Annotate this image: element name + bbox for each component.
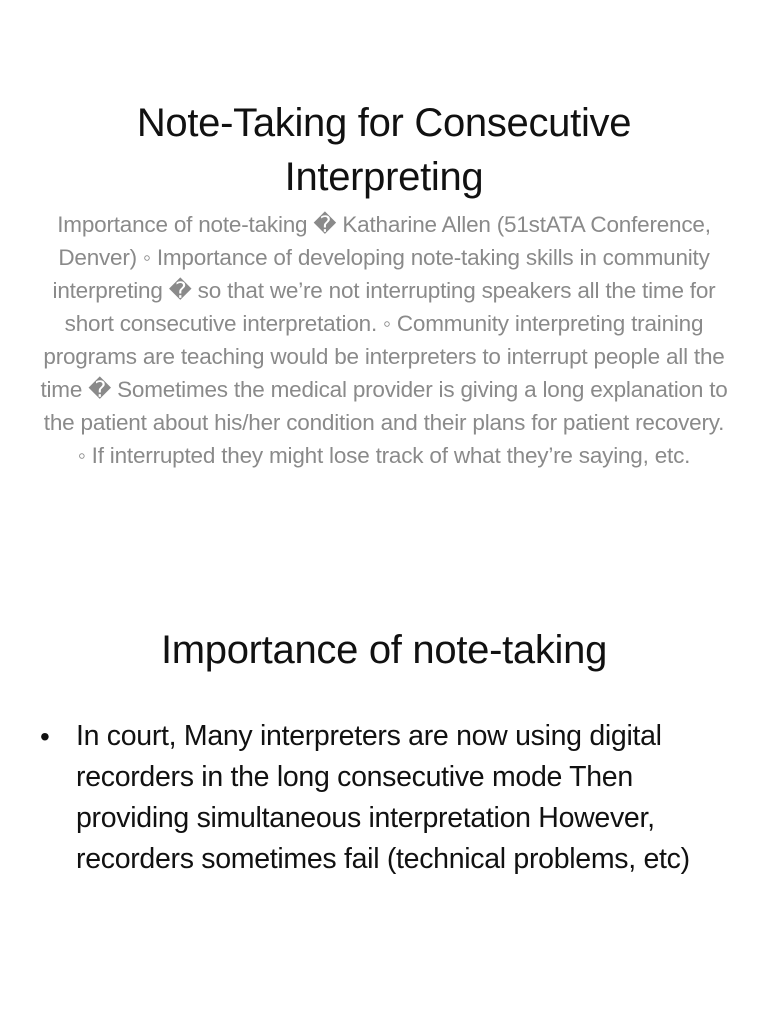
bullet-text: In court, Many interpreters are now using digital recorders in the long consecutive mode Then providing simultaneous interpretation However, recorders sometimes fail (technical problems, etc) — [76, 720, 690, 875]
bullet-item — [40, 716, 730, 880]
bullet-list — [40, 716, 730, 880]
slide-2-title: Importance of note-taking — [160, 628, 608, 672]
slide-1-title: Note-Taking for Consecutive Interpreting — [136, 101, 632, 199]
bullet-dot-icon: • — [40, 721, 50, 752]
slide-1-subtitle: Importance of note-taking � Katharine Allen (51stATA Conference, Denver) ◦ Importance of developing note-taking skills in community interpreting � so that we’re not interrupting speakers all the time for short consecutive interpretation. ◦ Community interpreting training programs are teaching would be interpreters to interrupt people all the time � Sometimes the medical provider is giving a long explanation to the patient about his/her condition and their plans for patient recovery. ◦ If interrupted they might lose track of what they’re saying, etc. — [40, 212, 728, 468]
slide-1 — [40, 96, 728, 472]
